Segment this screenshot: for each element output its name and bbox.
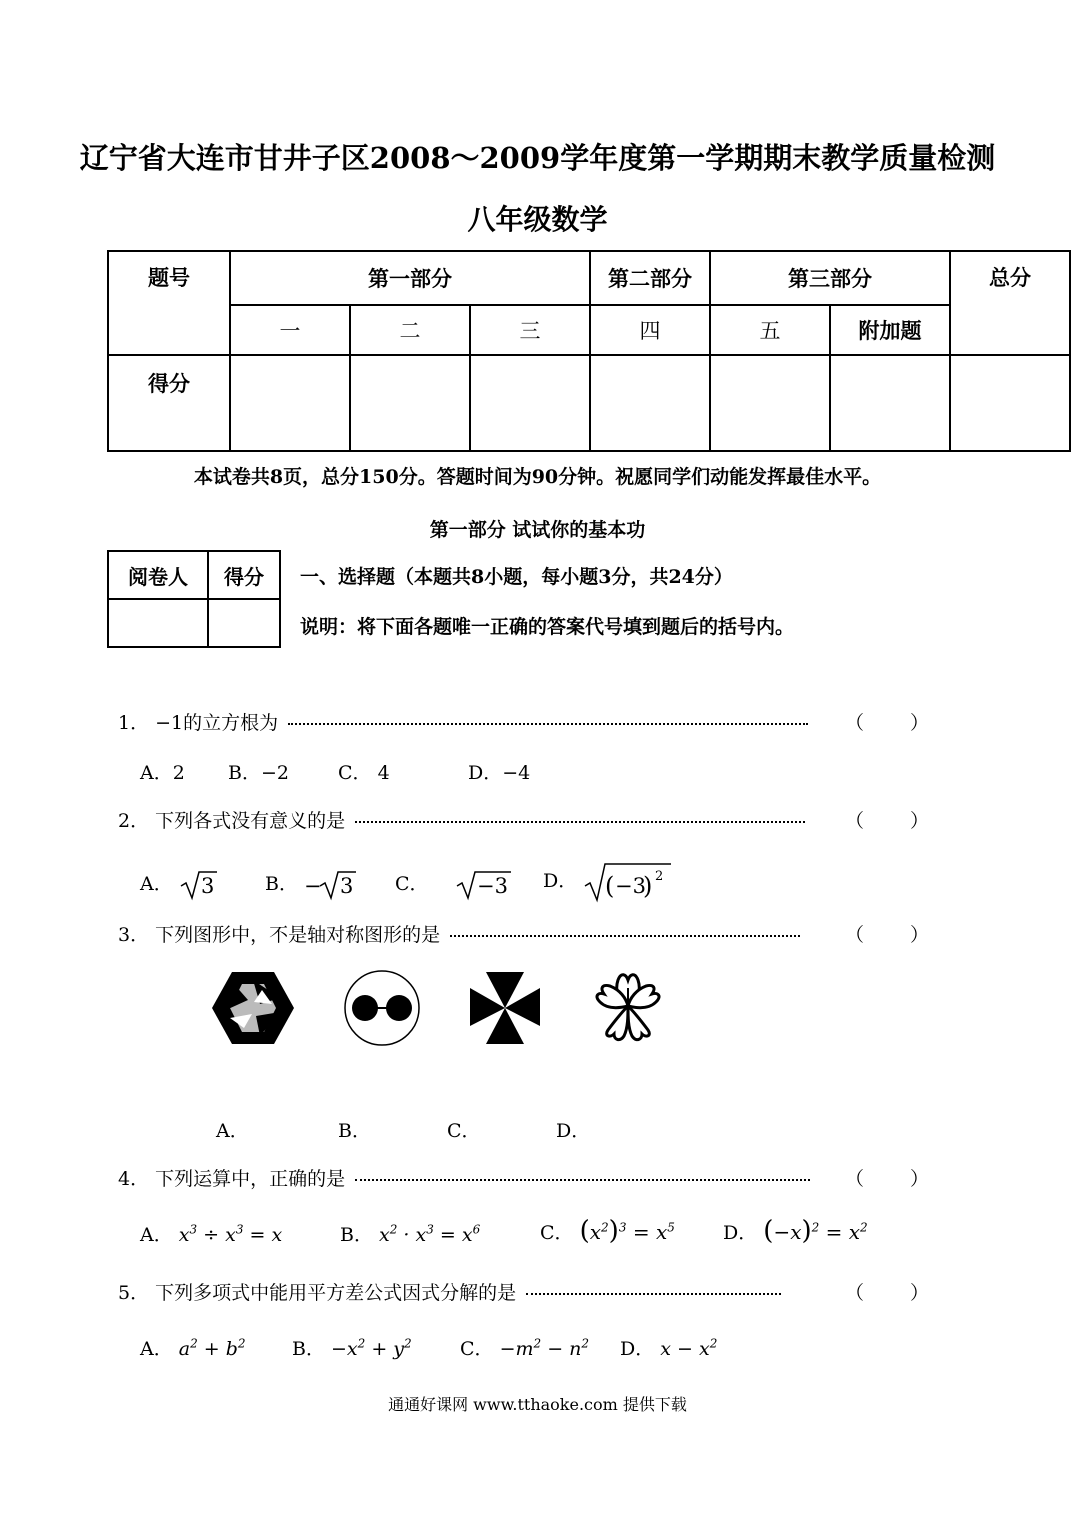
col-3: 三 — [470, 305, 590, 355]
q4-option-a: A． $x^3 \div x^3 = x$ — [140, 1222, 283, 1246]
col-1: 一 — [230, 305, 350, 355]
answer-paren-close: ） — [910, 712, 930, 734]
formula: $x - x^2$ — [660, 1336, 718, 1360]
leader-dots — [288, 723, 808, 725]
q4-option-c: C． $(x^2)^3 = x^5$ — [540, 1216, 675, 1246]
grader-score-label: 得分 — [208, 551, 280, 599]
q2-option-a: A． 3 — [140, 868, 219, 902]
score-cell[interactable] — [350, 355, 470, 451]
answer-paren-open[interactable]: （ — [845, 1282, 865, 1304]
score-cell[interactable] — [710, 355, 830, 451]
leader-dots — [450, 935, 800, 937]
question-number: 3． — [118, 924, 150, 946]
header-part2: 第二部分 — [590, 251, 710, 305]
q3-option-d: D． — [556, 1120, 591, 1142]
part-heading: 第一部分 试试你的基本功 — [429, 519, 646, 541]
svg-text:−3: −3 — [476, 874, 508, 898]
svg-text:2: 2 — [655, 869, 664, 884]
svg-text:3: 3 — [200, 874, 215, 898]
question-number: 5． — [118, 1282, 150, 1304]
section-instruction: 说明：将下面各题唯一正确的答案代号填到题后的括号内。 — [300, 616, 795, 638]
question-text: −1的立方根为 — [155, 712, 279, 734]
question-number: 1． — [118, 712, 150, 734]
sqrt-3-formula — [179, 868, 219, 902]
question-3 — [118, 920, 800, 947]
svg-text:−: − — [304, 874, 322, 898]
formula: $a^2 + b^2$ — [178, 1336, 246, 1360]
footer-text: 通通好课网 www.tthaoke.com 提供下载 — [388, 1395, 687, 1414]
grader-reviewer-label: 阅卷人 — [108, 551, 208, 599]
q5-option-d: D． $x - x^2$ — [620, 1336, 718, 1360]
col-2: 二 — [350, 305, 470, 355]
answer-paren-close: ） — [910, 1282, 930, 1304]
sqrt-neg-3-formula — [455, 868, 515, 902]
question-text: 下列多项式中能用平方差公式因式分解的是 — [155, 1282, 517, 1304]
col-bonus: 附加题 — [830, 305, 950, 355]
header-part1: 第一部分 — [230, 251, 590, 305]
question-text: 下列运算中，正确的是 — [155, 1168, 346, 1190]
formula: $-x^2 + y^2$ — [331, 1336, 412, 1360]
formula: $(-x)^2 = x^2$ — [763, 1216, 868, 1246]
header-total: 总分 — [950, 251, 1070, 355]
score-cell[interactable] — [230, 355, 350, 451]
question-number: 4． — [118, 1168, 150, 1190]
col-4: 四 — [590, 305, 710, 355]
q2-option-c: C． −3 — [395, 868, 515, 902]
page-title: 辽宁省大连市甘井子区2008～2009学年度第一学期期末教学质量检测 — [79, 141, 996, 175]
q4-option-d: D． $(-x)^2 = x^2$ — [723, 1216, 868, 1246]
svg-text:−3: −3 — [615, 874, 647, 898]
score-cell[interactable] — [590, 355, 710, 451]
page-subtitle: 八年级数学 — [467, 203, 608, 236]
q4-option-b: B． $x^2 \cdot x^3 = x^6$ — [340, 1222, 481, 1246]
q1-option-d: D．−4 — [468, 762, 531, 784]
answer-paren-open[interactable]: （ — [845, 712, 865, 734]
q5-option-a: A． $a^2 + b^2$ — [140, 1336, 246, 1360]
leader-dots — [526, 1293, 781, 1295]
formula: $-m^2 - n^2$ — [499, 1336, 590, 1360]
q1-option-c: C． 4 — [338, 762, 390, 784]
grader-score-cell[interactable] — [208, 599, 280, 647]
figure-a-hexagon-icon — [210, 970, 296, 1046]
q2-option-d: D． ( −3 ) 2 — [543, 860, 675, 904]
formula: $(x^2)^3 = x^5$ — [579, 1216, 675, 1246]
q5-option-c: C． $-m^2 - n^2$ — [460, 1336, 590, 1360]
score-cell[interactable] — [830, 355, 950, 451]
sqrt-neg-3-squared-formula — [583, 860, 675, 904]
score-table — [107, 250, 1071, 452]
figure-c-cross-icon — [468, 970, 542, 1046]
grader-table — [107, 550, 281, 648]
neg-sqrt-3-formula — [304, 868, 360, 902]
score-cell[interactable] — [470, 355, 590, 451]
section-title: 一、选择题（本题共8小题，每小题3分，共24分） — [300, 566, 733, 588]
answer-paren-close: ） — [910, 1168, 930, 1190]
figure-d-flower-icon — [586, 966, 670, 1046]
exam-note: 本试卷共8页，总分150分。答题时间为90分钟。祝愿同学们动能发挥最佳水平。 — [193, 466, 882, 488]
question-2 — [118, 806, 805, 833]
score-cell[interactable] — [950, 355, 1070, 451]
formula: $x^2 \cdot x^3 = x^6$ — [379, 1222, 481, 1246]
question-4 — [118, 1164, 810, 1191]
question-5 — [118, 1278, 781, 1305]
q3-option-a: A． — [216, 1120, 249, 1142]
leader-dots — [355, 1179, 810, 1181]
svg-text:(: ( — [605, 872, 615, 900]
answer-paren-open[interactable]: （ — [845, 1168, 865, 1190]
svg-text:3: 3 — [340, 874, 354, 898]
question-text: 下列图形中，不是轴对称图形的是 — [155, 924, 441, 946]
q1-option-a: A．2 — [140, 762, 185, 784]
header-part3: 第三部分 — [710, 251, 950, 305]
formula: $x^3 \div x^3 = x$ — [178, 1222, 283, 1246]
row-label-question-number: 题号 — [108, 251, 230, 355]
answer-paren-open[interactable]: （ — [845, 924, 865, 946]
col-5: 五 — [710, 305, 830, 355]
question-1 — [118, 708, 808, 735]
question-number: 2． — [118, 810, 150, 832]
question-text: 下列各式没有意义的是 — [155, 810, 346, 832]
answer-paren-close: ） — [910, 810, 930, 832]
svg-text:): ) — [643, 872, 653, 900]
leader-dots — [355, 821, 805, 823]
q5-option-b: B． $-x^2 + y^2$ — [292, 1336, 412, 1360]
answer-paren-open[interactable]: （ — [845, 810, 865, 832]
q3-option-c: C． — [447, 1120, 481, 1142]
answer-paren-close: ） — [910, 924, 930, 946]
row-label-score: 得分 — [108, 355, 230, 451]
q2-option-b: B． − 3 — [265, 868, 360, 902]
grader-reviewer-cell[interactable] — [108, 599, 208, 647]
figure-b-circle-icon — [342, 968, 422, 1048]
q3-option-b: B． — [338, 1120, 371, 1142]
q1-option-b: B．−2 — [228, 762, 289, 784]
